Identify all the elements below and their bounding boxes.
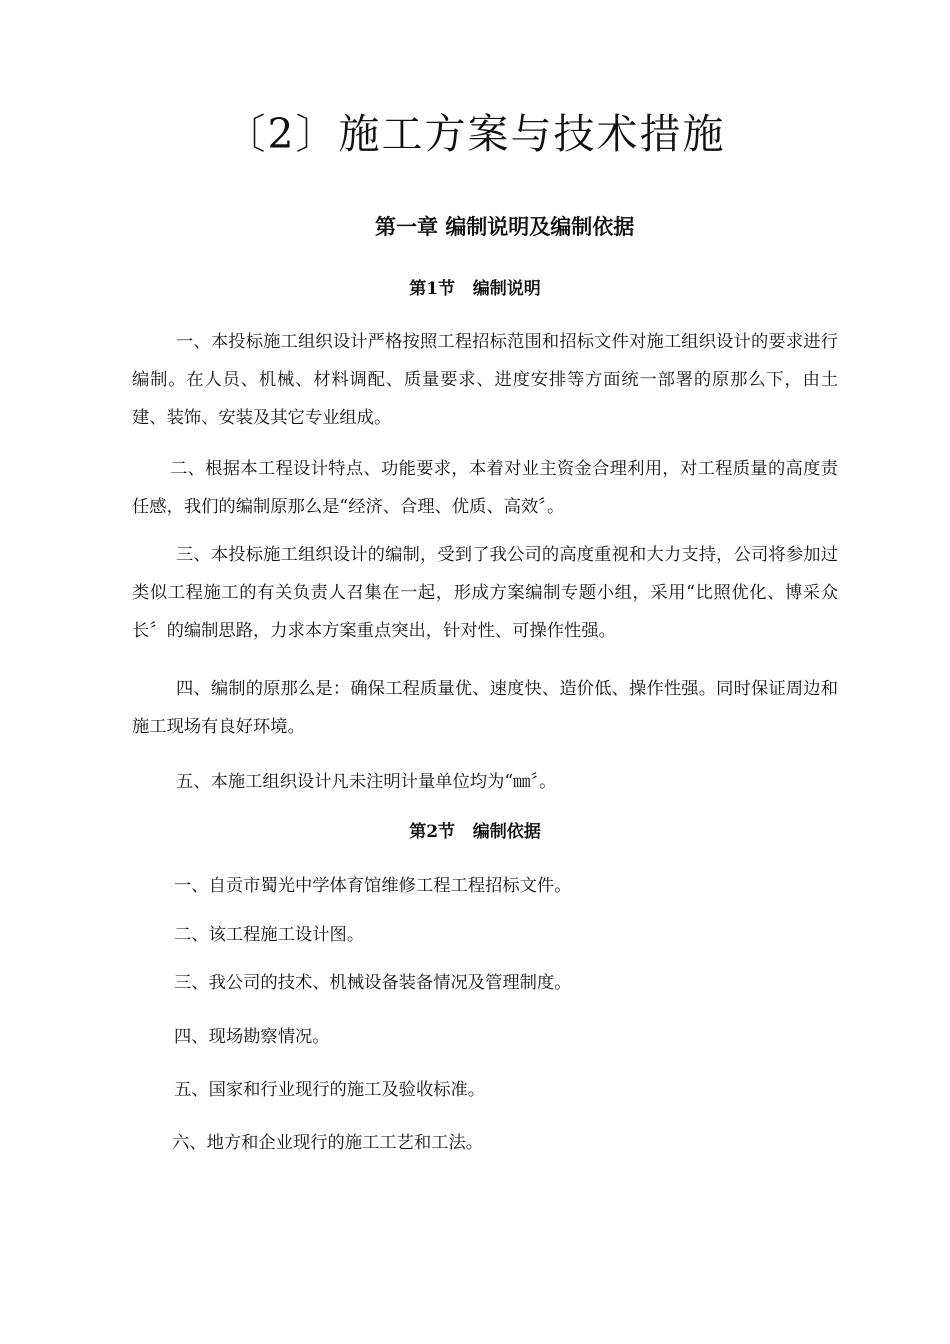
paragraph-1: 一、本投标施工组织设计严格按照工程招标范围和招标文件对施工组织设计的要求进行编制。在人员、机械、材料调配、质量要求、进度安排等方面统一部署的原那么下，由土建、装饰、安装及其它专业组成。	[132, 332, 838, 428]
section-heading-1: 第1节 编制说明	[409, 279, 541, 299]
basis-item-1: 一、自贡市蜀光中学体育馆维修工程工程招标文件。	[174, 876, 572, 896]
chapter-number: 第一章	[375, 215, 438, 239]
basis-item-6: 六、地方和企业现行的施工工艺和工法。	[172, 1133, 484, 1153]
chapter-title: 编制说明及编制依据	[445, 214, 635, 239]
section-heading-2: 第2节 编制依据	[409, 822, 541, 842]
paragraph-4: 四、编制的原那么是：确保工程质量优、速度快、造价低、操作性强。同时保证周边和施工现场有良好环境。	[132, 679, 838, 737]
paragraph-2: 二、根据本工程设计特点、功能要求，本着对业主资金合理利用，对工程质量的高度责任感，我们的编制原那么是“经济、合理、优质、高效〞。	[132, 459, 838, 517]
basis-item-3: 三、我公司的技术、机械设备装备情况及管理制度。	[174, 973, 572, 993]
basis-item-4: 四、现场勘察情况。	[174, 1027, 330, 1047]
basis-item-5: 五、国家和行业现行的施工及验收标准。	[174, 1080, 486, 1100]
chapter-heading	[375, 212, 634, 242]
basis-item-2: 二、该工程施工设计图。	[174, 925, 365, 945]
paragraph-3: 三、本投标施工组织设计的编制，受到了我公司的高度重视和大力支持，公司将参加过类似工程施工的有关负责人召集在一起，形成方案编制专题小组，采用“比照优化、博采众长〞的编制思路，力求本方案重点突出，针对性、可操作性强。	[132, 545, 838, 641]
document-title: 〔2〕施工方案与技术措施	[224, 110, 726, 158]
paragraph-5: 五、本施工组织设计凡未注明计量单位均为“㎜〞。	[176, 772, 557, 792]
